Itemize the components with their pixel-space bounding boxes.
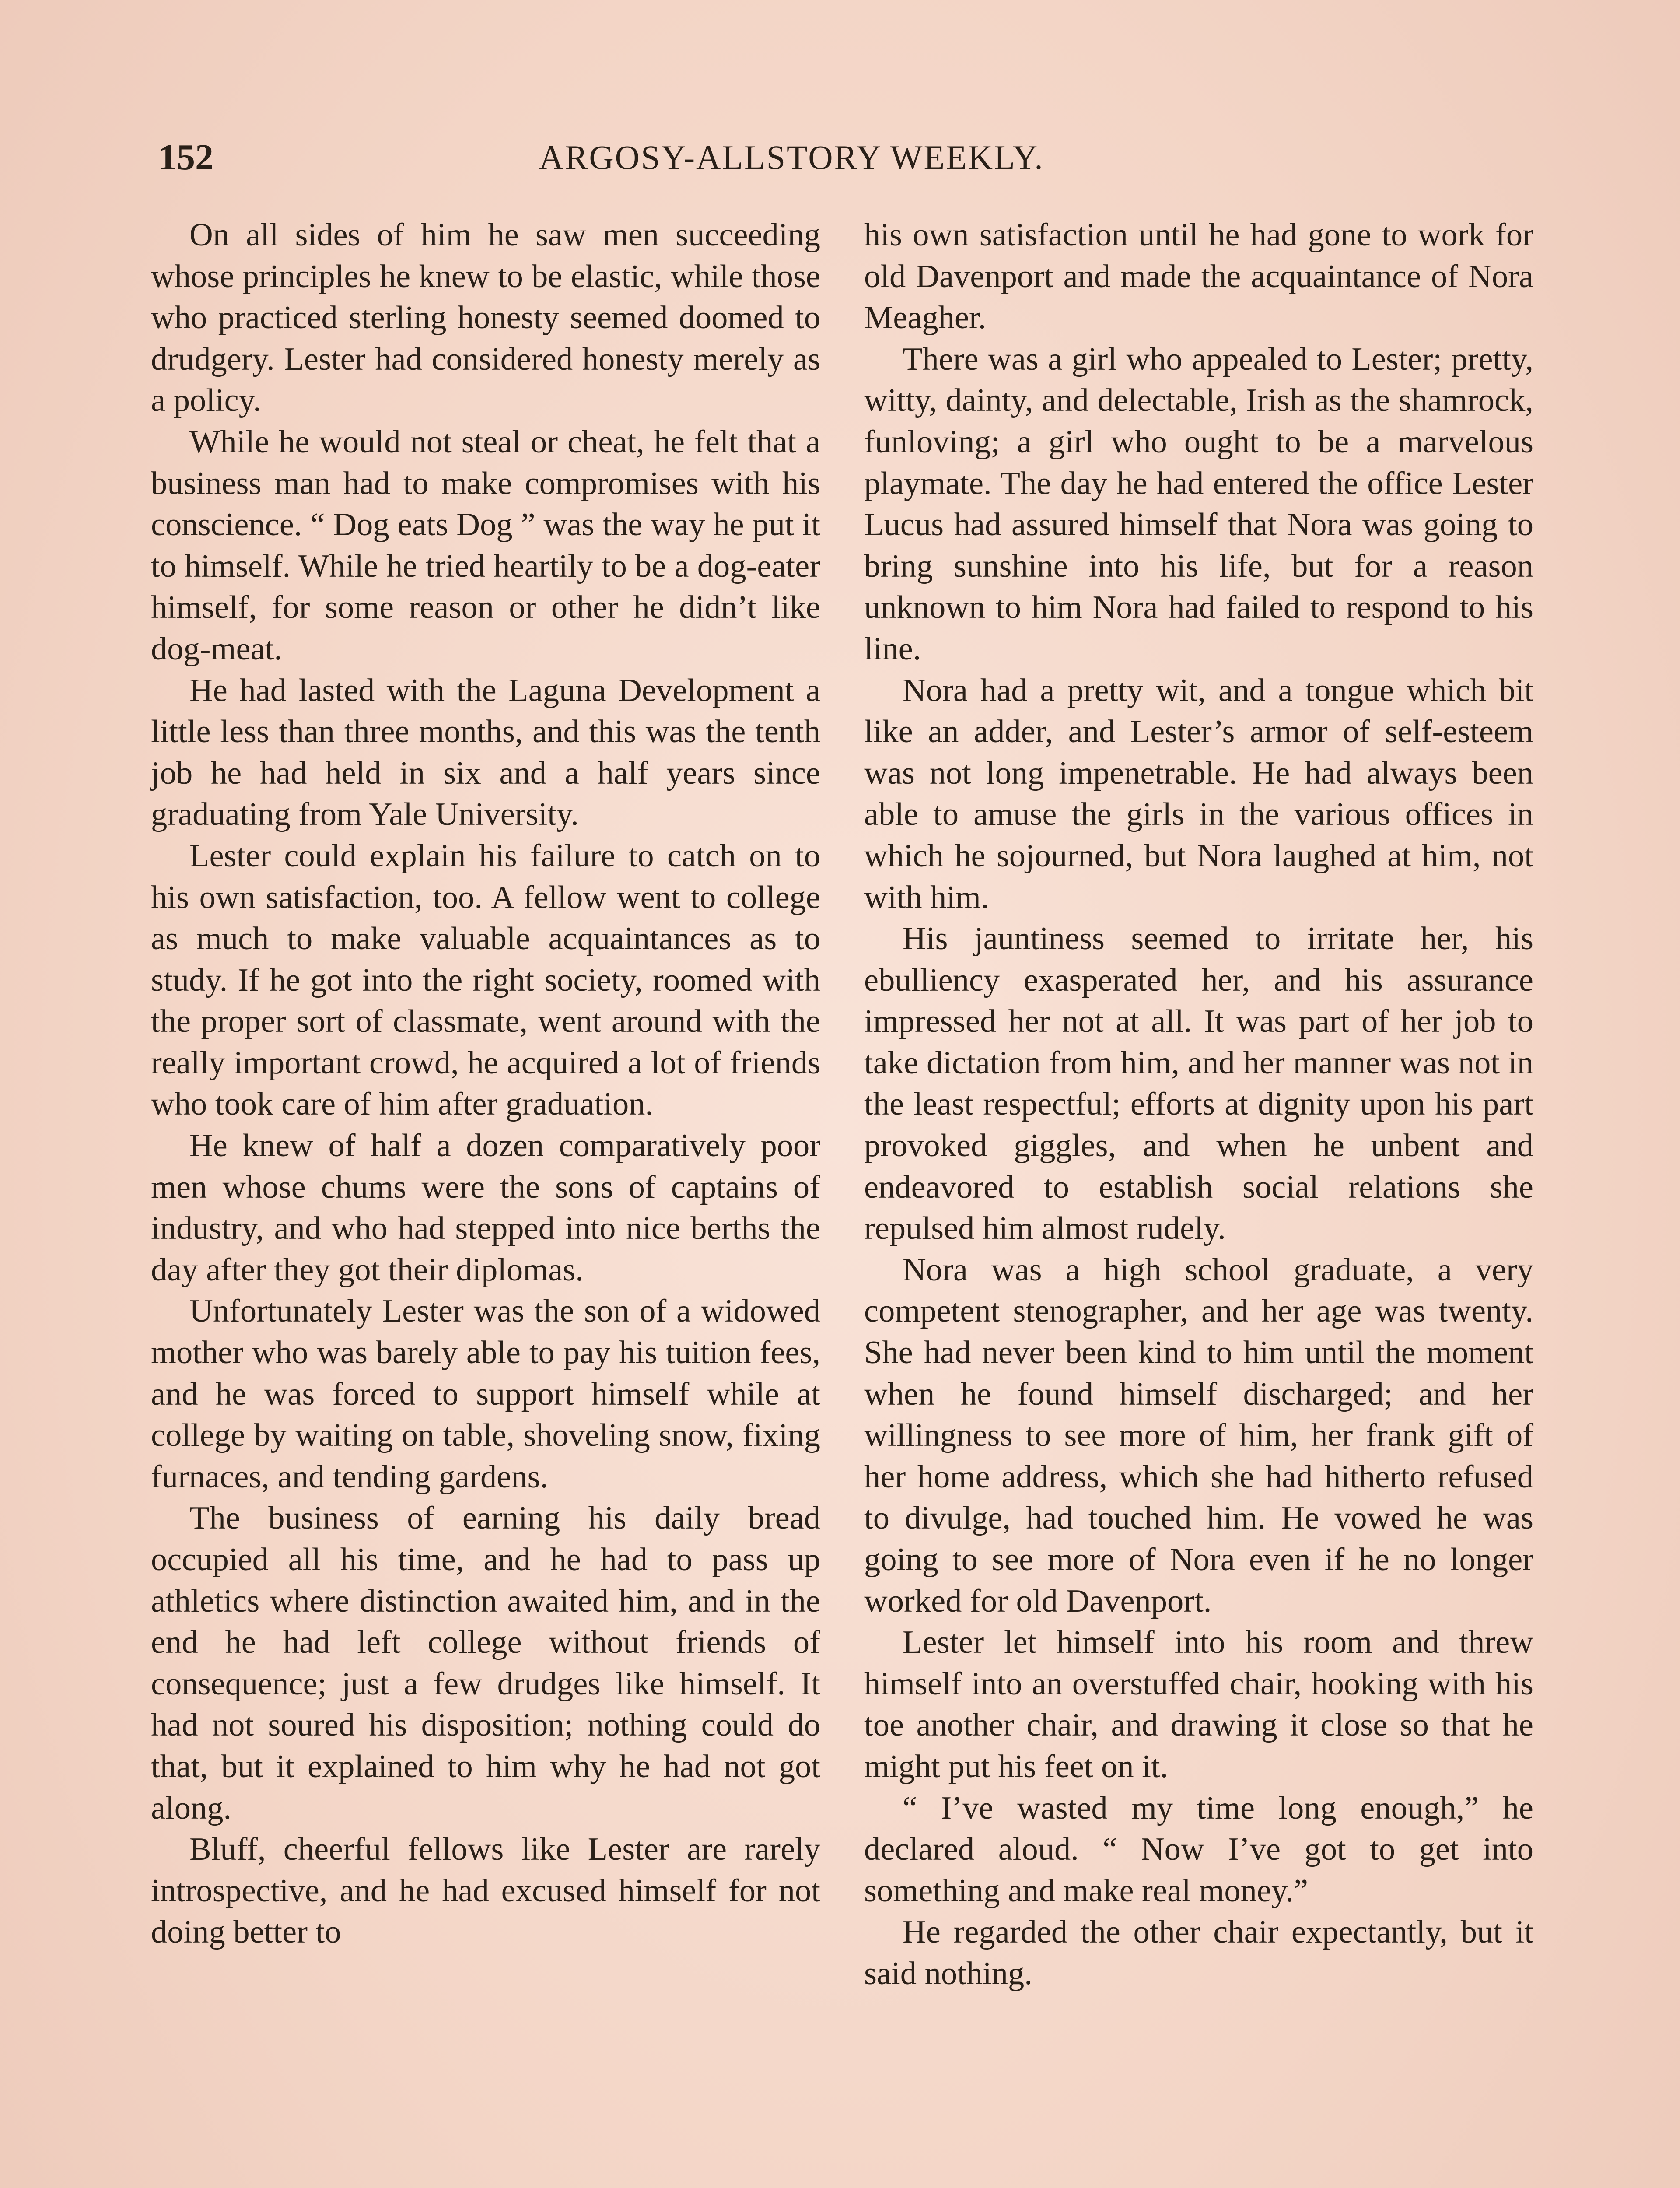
page-number: 152 (158, 137, 214, 178)
paragraph: Unfortunately Lester was the son of a widowed mother who was barely able to pay his tuition fees, and he was forced to support himself while at college by waiting on table, shoveling snow, fixing furnaces, and tending gardens. (151, 1293, 820, 1495)
right-column (864, 214, 1533, 1995)
paragraph: “ I’ve wasted my time long enough,” he declared aloud. “ Now I’ve got to get into something and make real money.” (864, 1790, 1533, 1909)
left-column (151, 214, 820, 1953)
paragraph-continuation: his own satisfaction until he had gone to work for old Davenport and made the acquaintance of Nora Meagher. (864, 217, 1533, 336)
paragraph: His jauntiness seemed to irritate her, his ebulliency exasperated her, and his assurance impressed her not at all. It was part of her job to take dictation from him, and her manner was not in the least respectful; efforts at dignity upon his part provoked giggles, and when he unbent and endeavored to establish social relations she repulsed him almost rudely. (864, 921, 1533, 1247)
paragraph: There was a girl who appealed to Lester; pretty, witty, dainty, and delectable, Irish as the shamrock, funloving; a girl who ought to be a marvelous playmate. The day he had entered the office Lester Lucus had assured himself that Nora was going to bring sunshine into his life, but for a reason unknown to him Nora had failed to respond to his line. (864, 341, 1533, 667)
paragraph: He knew of half a dozen comparatively poor men whose chums were the sons of captains of industry, and who had stepped into nice berths the day after they got their diplomas. (151, 1128, 820, 1288)
paragraph: Lester let himself into his room and threw himself into an overstuffed chair, hooking with his toe another chair, and drawing it close so that he might put his feet on it. (864, 1624, 1533, 1785)
paragraph: The business of earning his daily bread occupied all his time, and he had to pass up athletics where distinction awaited him, and in the end he had left college without friends of consequence; just a few drudges like himself. It had not soured his disposition; nothing could do that, but it explained to him why he had not got along. (151, 1500, 820, 1826)
paragraph: Lester could explain his failure to catch on to his own satisfaction, too. A fellow went to college as much to make valuable acquaintances as to study. If he got into the right society, roomed with the proper sort of classmate, went around with the really important crowd, he acquired a lot of friends who took care of him after graduation. (151, 838, 820, 1122)
page-header (0, 131, 1680, 184)
paragraph: He had lasted with the Laguna Development a little less than three months, and this was the tenth job he had held in six and a half years since graduating from Yale University. (151, 672, 820, 833)
running-head: ARGOSY-ALLSTORY WEEKLY. (539, 138, 1044, 176)
paragraph: Bluff, cheerful fellows like Lester are rarely introspective, and he had excused himself for not doing better to (151, 1831, 820, 1950)
paragraph: On all sides of him he saw men succeeding whose principles he knew to be elastic, while those who practiced sterling honesty seemed doomed to drudgery. Lester had considered honesty merely as a policy. (151, 217, 820, 419)
paragraph: While he would not steal or cheat, he felt that a business man had to make compromises with his conscience. “ Dog eats Dog ” was the way he put it to himself. While he tried heartily to be a dog-eater himself, for some reason or other he didn’t like dog-meat. (151, 424, 820, 667)
paragraph: Nora was a high school graduate, a very competent stenographer, and her age was twenty. She had never been kind to him until the moment when he found himself discharged; and her willingness to see more of him, her frank gift of her home address, which she had hitherto refused to divulge, had touched him. He vowed he was going to see more of Nora even if he no longer worked for old Davenport. (864, 1252, 1533, 1619)
paragraph: Nora had a pretty wit, and a tongue which bit like an adder, and Lester’s armor of self-esteem was not long impenetrable. He had always been able to amuse the girls in the various offices in which he sojourned, but Nora laughed at him, not with him. (864, 672, 1533, 915)
paragraph: He regarded the other chair expectantly, but it said nothing. (864, 1914, 1533, 1992)
